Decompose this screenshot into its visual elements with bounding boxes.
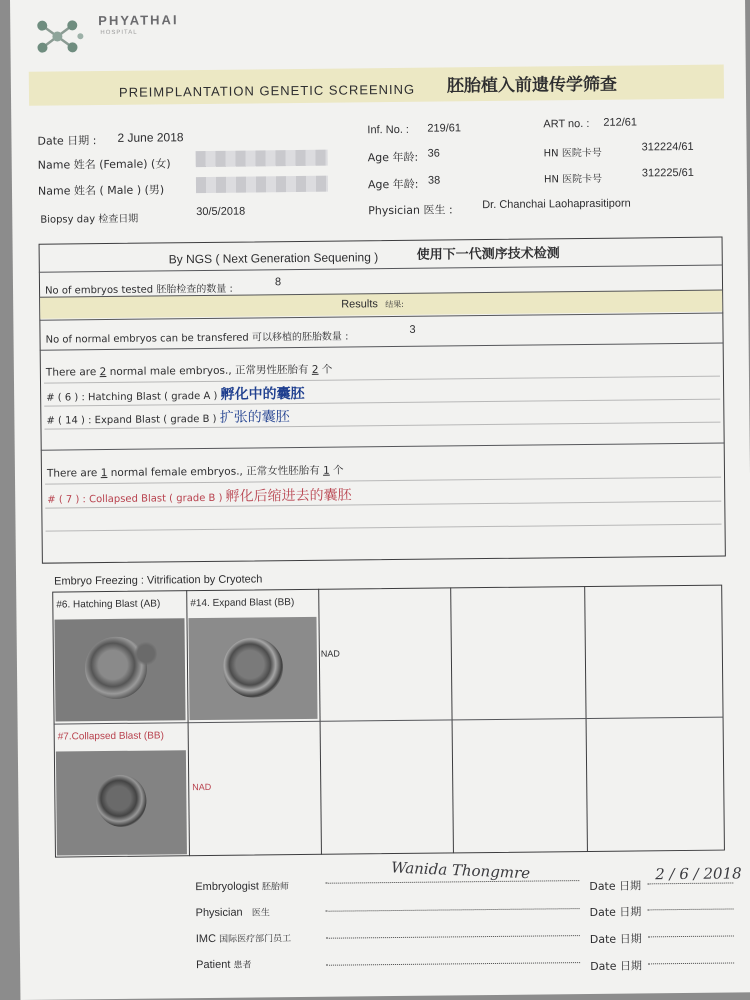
logo-name: PHYATHAI	[98, 12, 179, 29]
title-english: PREIMPLANTATION GENETIC SCREENING	[118, 81, 416, 100]
sig-label-patient: Patient 患者	[196, 958, 252, 972]
male-name-redacted	[196, 176, 328, 193]
female-age-label: Age 年龄:	[367, 150, 419, 165]
female-name-label: Name 姓名 (Female) (女)	[37, 157, 171, 172]
male-age-label: Age 年龄:	[367, 177, 419, 192]
embryo-photo-6	[54, 618, 185, 721]
cell-label-14: #14. Expand Blast (BB)	[190, 597, 295, 610]
inf-label: Inf. No. :	[367, 123, 410, 137]
embryologist-date: 2 / 6 / 2018	[655, 864, 742, 884]
male-count-chinese: 2	[311, 363, 319, 376]
normal-embryos-label: No of normal embryos can be transfered 可以移植的胚胎数量 :	[45, 331, 349, 346]
male-embryo-row: # ( 14 ) : Expand Blast ( grade B ) 扩张的囊胚	[46, 409, 290, 427]
male-summary: There are 2 normal male embryos., 正常男性胚胎有 2 个	[45, 363, 333, 379]
male-age-value: 38	[427, 174, 441, 187]
female-count-chinese: 1	[322, 464, 330, 477]
title-chinese: 胚胎植入前遗传学筛查	[446, 74, 618, 97]
sig-label-imc: IMC 国际医疗部门员工	[195, 932, 292, 946]
date-label: Date 日期	[589, 932, 642, 946]
female-name-redacted	[196, 150, 328, 167]
embryologist-signature: Wanida Thongmre	[390, 858, 531, 883]
date-label: Date 日期	[589, 905, 642, 919]
date-label: Date 日期	[589, 879, 642, 893]
female-age-value: 36	[427, 147, 440, 160]
logo-subtext: HOSPITAL	[100, 29, 138, 37]
female-count: 1	[100, 467, 108, 480]
tested-label: No of embryos tested 胚胎检查的数量 :	[44, 283, 233, 297]
female-summary: There are 1 normal female embryos., 正常女性胚胎有 1 个	[46, 464, 344, 480]
male-hn-value: 312225/61	[641, 166, 694, 180]
male-count: 2	[99, 366, 107, 379]
results-label: Results	[341, 298, 378, 311]
male-hn-label: HN 医院卡号	[543, 173, 603, 186]
date-value: 2 June 2018	[117, 130, 184, 145]
ngs-header-english: By NGS ( Next Generation Sequening )	[168, 250, 379, 267]
female-hn-value: 312224/61	[641, 140, 694, 154]
freezing-title: Embryo Freezing : Vitrification by Cryotech	[54, 573, 263, 588]
physician-label: Physician 医生 :	[368, 203, 453, 218]
female-hn-label: HN 医院卡号	[543, 147, 602, 160]
embryo-photo-7	[56, 750, 187, 855]
cell-label-7: #7.Collapsed Blast (BB)	[57, 730, 164, 743]
nad-label: NAD	[320, 648, 340, 659]
date-label: Date 日期 :	[37, 134, 97, 148]
male-name-label: Name 姓名 ( Male ) (男)	[37, 183, 165, 198]
tested-value: 8	[274, 276, 282, 289]
date-label: Date 日期	[590, 959, 643, 973]
nad-label: NAD	[192, 781, 212, 793]
ngs-header-chinese: 使用下一代测序技术检测	[416, 246, 560, 263]
physician-value: Dr. Chanchai Laohaprasitiporn	[482, 197, 631, 212]
art-label: ART no. :	[543, 117, 590, 131]
phyathai-logo-icon	[32, 17, 88, 58]
sig-label-embryologist: Embryologist 胚胎师	[195, 880, 290, 894]
cell-label-6: #6. Hatching Blast (AB)	[56, 598, 161, 611]
biopsy-label: Biopsy day 检查日期	[40, 213, 139, 226]
document-sheet	[10, 0, 750, 1000]
male-embryo-row: # ( 6 ) : Hatching Blast ( grade A ) 孵化中的囊胚	[46, 385, 305, 404]
results-label-chinese: 结果:	[385, 299, 404, 310]
inf-value: 219/61	[427, 122, 462, 135]
biopsy-value: 30/5/2018	[196, 205, 246, 219]
embryo-photo-14	[188, 617, 317, 720]
sig-label-physician: Physician 医生	[195, 906, 270, 920]
female-embryo-row: # ( 7 ) : Collapsed Blast ( grade B ) 孵化后缩进去的囊胚	[47, 487, 352, 506]
normal-embryos-value: 3	[409, 323, 416, 336]
art-value: 212/61	[603, 116, 638, 129]
